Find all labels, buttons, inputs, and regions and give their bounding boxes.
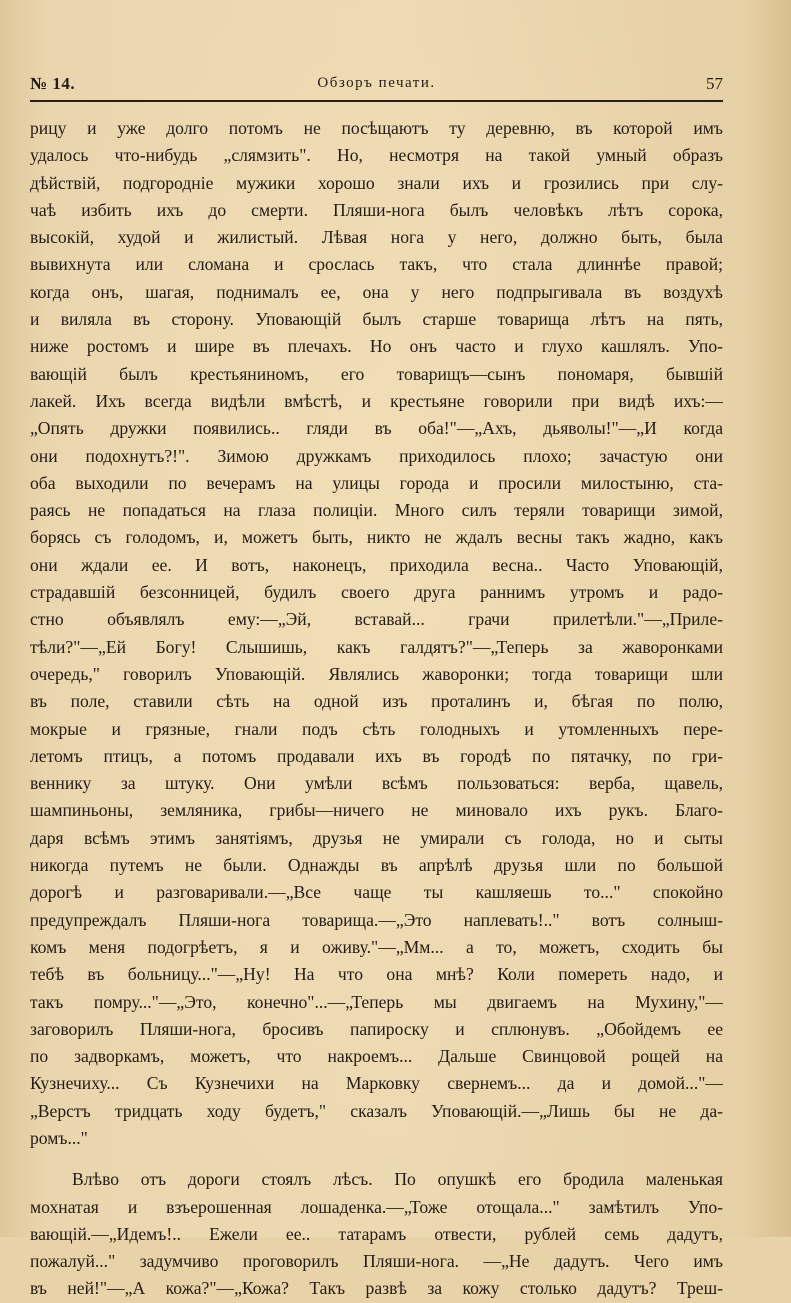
text-line: веннику за штуку. Они умѣли всѣмъ пользоваться: верба, щавель, xyxy=(30,773,723,794)
text-line: они подохнутъ?!". Зимою дружкамъ приходилось плохо; зачастую они xyxy=(30,445,723,466)
text-line: шампиньоны, земляника, грибы—ничего не миновало ихъ рукъ. Благо- xyxy=(30,800,723,821)
text-line: очередь," говорилъ Уповающій. Являлись жаворонки; тогда товарищи шли xyxy=(30,663,723,684)
text-line: стно объявлялъ ему:—„Эй, вставай... грачи прилетѣли."—„Приле- xyxy=(30,609,723,630)
text-line: предупреждалъ Пляши-нога товарища.—„Это наплевать!.." вотъ солныш- xyxy=(30,909,723,930)
text-line: ниже ростомъ и шире въ плечахъ. Но онъ часто и глухо кашлялъ. Упо- xyxy=(30,336,723,357)
body-text xyxy=(30,115,723,1303)
text-line: заговорилъ Пляши-нога, бросивъ папироску и сплюнувъ. „Обойдемъ ее xyxy=(30,1018,723,1039)
header-rule xyxy=(30,100,723,102)
running-header xyxy=(30,70,723,96)
text-line: дорогѣ и разговаривали.—„Все чаще ты кашляешь то..." спокойно xyxy=(30,882,723,903)
text-line: оба выходили по вечерамъ на улицы города и просили милостыню, ста- xyxy=(30,472,723,493)
text-line: лакей. Ихъ всегда видѣли вмѣстѣ, и крестьяне говорили при видѣ ихъ:— xyxy=(30,390,723,411)
text-line: ромъ..." xyxy=(30,1127,88,1148)
text-line: тѣли?"—„Ей Богу! Слышишь, какъ галдятъ?"—„Теперь за жаворонками xyxy=(30,636,723,657)
text-line: страдавшій безсонницей, будилъ своего друга раннимъ утромъ и радо- xyxy=(30,582,723,603)
text-line: раясь не попадаться на глаза полиціи. Много силъ теряли товарищи зимой, xyxy=(30,500,723,521)
text-line: когда онъ, шагая, поднималъ ее, она у него подпрыгивала въ воздухѣ xyxy=(30,281,723,302)
text-line: по задворкамъ, можетъ, что накроемъ... Дальше Свинцовой рощей на xyxy=(30,1046,723,1067)
issue-number: № 14. xyxy=(30,74,76,93)
text-line: комъ меня подогрѣетъ, я и оживу."—„Мм... а то, можетъ, сходить бы xyxy=(30,936,723,957)
paragraph-gap xyxy=(30,1152,723,1166)
text-line: такъ помру..."—„Это, конечно"...—„Теперь мы двигаемъ на Мухину,"— xyxy=(30,991,723,1012)
text-line: чаѣ избить ихъ до смерти. Пляши-нога былъ человѣкъ лѣтъ сорока, xyxy=(30,199,723,220)
text-line: вающій.—„Идемъ!.. Ежели ее.. татарамъ отвести, рублей семь дадутъ, xyxy=(30,1223,723,1244)
text-line: вывихнута или сломана и срослась такъ, что стала длиннѣе правой; xyxy=(30,254,723,275)
text-line: удалось что-нибудь „слямзить". Но, несмотря на такой умный образъ xyxy=(30,145,723,166)
text-line: даря всѣмъ этимъ занятіямъ, друзья не умирали съ голода, но и сыты xyxy=(30,827,723,848)
text-line: борясь съ голодомъ, и, можетъ быть, никто не ждалъ весны такъ жадно, какъ xyxy=(30,527,723,548)
text-line: вающій былъ крестьяниномъ, его товарищъ—сынъ пономаря, бывшій xyxy=(30,363,723,384)
text-line: „Опять дружки появились.. гляди въ оба!"—„Ахъ, дьяволы!"—„И когда xyxy=(30,418,723,439)
text-line: рицу и уже долго потомъ не посѣщаютъ ту деревню, въ которой имъ xyxy=(30,118,723,138)
text-line: тебѣ въ больницу..."—„Ну! На что она мнѣ? Коли помереть надо, и xyxy=(30,964,723,985)
text-line: Влѣво отъ дороги стоялъ лѣсъ. По опушкѣ его бродила маленькая xyxy=(72,1169,723,1190)
page-number: 57 xyxy=(706,74,723,93)
text-line: высокій, худой и жилистый. Лѣвая нога у него, должно быть, была xyxy=(30,227,723,248)
text-line: мокрые и грязные, гнали подъ сѣть голодныхъ и утомленныхъ пере- xyxy=(30,718,723,739)
text-line: пожалуй..." задумчиво проговорилъ Пляши-нога. —„Не дадутъ. Чего имъ xyxy=(30,1251,723,1272)
text-line: „Верстъ тридцать ходу будетъ," сказалъ Уповающій.—„Лишь бы не да- xyxy=(30,1100,723,1121)
text-line: въ поле, ставили сѣть на одной изъ проталинъ и, бѣгая по полю, xyxy=(30,691,723,712)
text-line: никогда путемъ не были. Однажды въ апрѣлѣ друзья шли по большой xyxy=(30,855,723,876)
paragraph-1 xyxy=(30,115,723,1152)
text-line: и виляла въ сторону. Уповающій былъ старше товарища лѣтъ на пять, xyxy=(30,309,723,330)
text-line: дѣйствій, подгородніе мужики хорошо знали ихъ и грозились при слу- xyxy=(30,172,723,193)
text-line: въ ней!"—„А кожа?"—„Кожа? Такъ развѣ за кожу столько дадутъ? Треш- xyxy=(30,1278,723,1299)
section-title: Обзоръ печати. xyxy=(317,75,436,91)
text-line: летомъ птицъ, а потомъ продавали ихъ въ городѣ по пятачку, по гри- xyxy=(30,745,723,766)
text-line: Кузнечиху... Съ Кузнечихи на Марковку свернемъ... да и домой..."— xyxy=(30,1073,723,1094)
text-line: они ждали ее. И вотъ, наконецъ, приходила весна.. Часто Уповающій, xyxy=(30,554,723,575)
paragraph-2 xyxy=(30,1166,723,1302)
text-line: мохнатая и взъерошенная лошаденка.—„Тоже отощала..." замѣтилъ Упо- xyxy=(30,1196,723,1217)
